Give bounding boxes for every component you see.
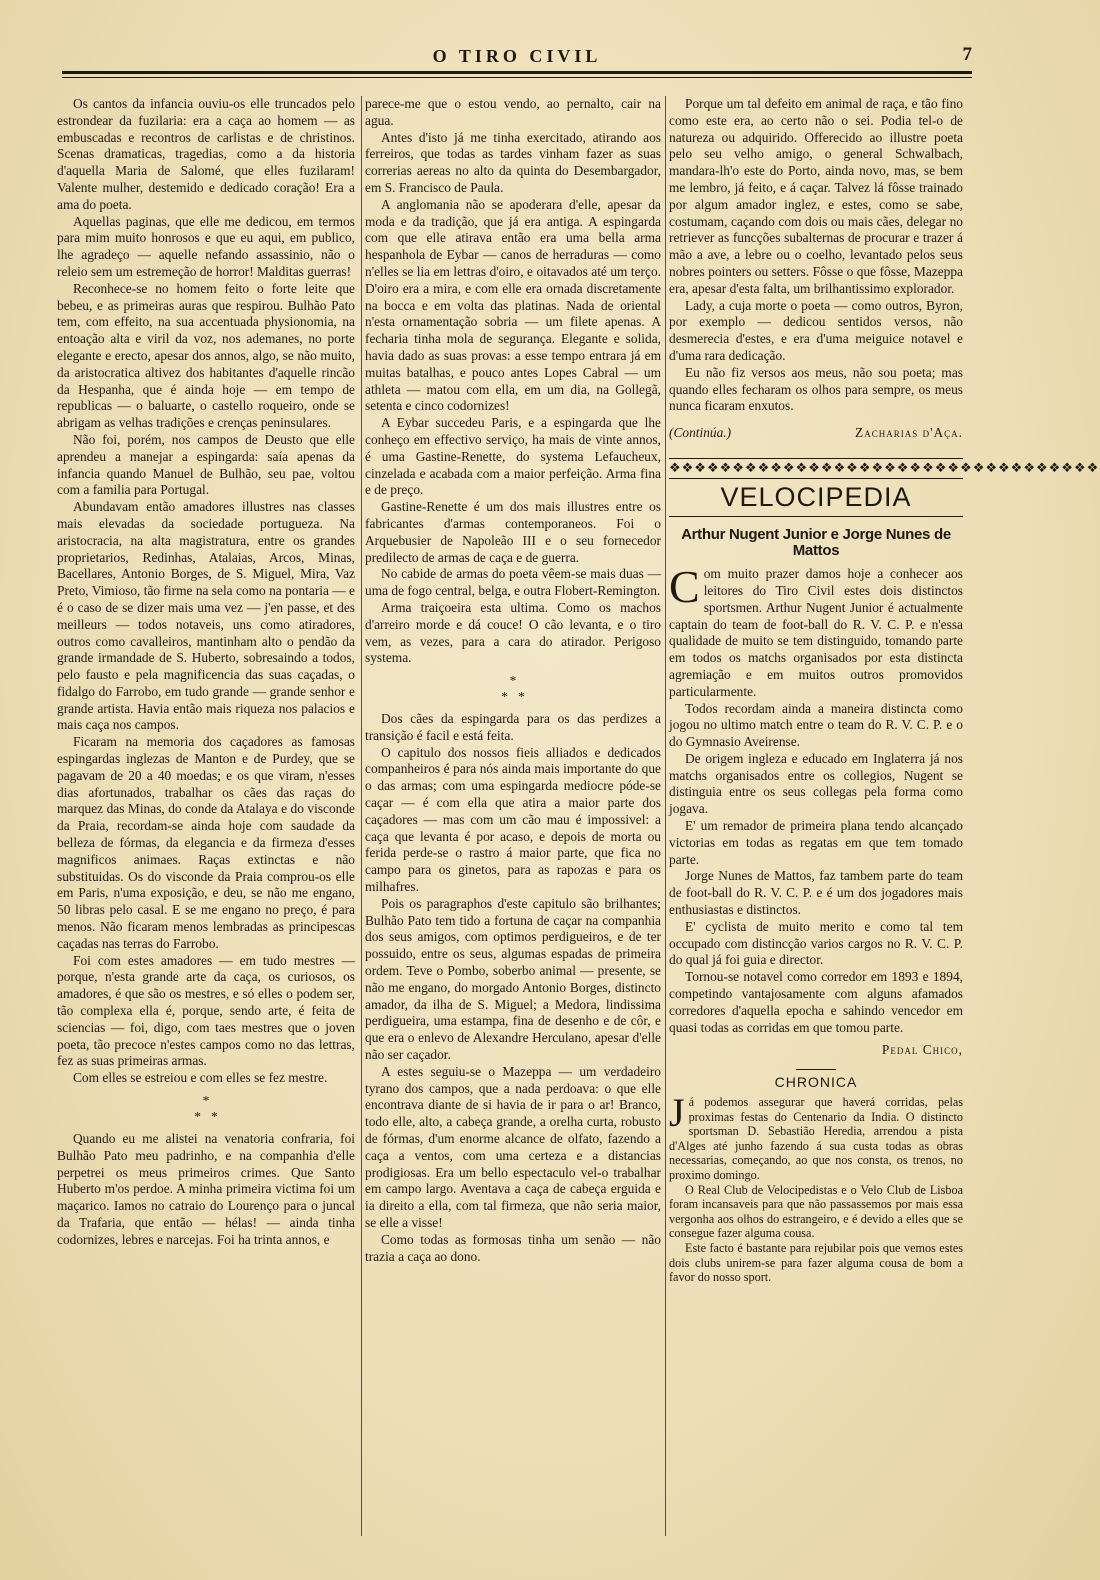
column-3 (669, 96, 1100, 1556)
section-break-stars: * * * (194, 1093, 218, 1125)
paragraph: Eu não fiz versos aos meus, não sou poeta; mas quando elles fecharam os olhos para sempre, os meus nunca ficaram enxutos. (669, 364, 963, 414)
page-number: 7 (962, 44, 972, 65)
chronica-title: CHRONICA (774, 1074, 858, 1091)
drop-cap: J (669, 1090, 685, 1136)
paragraph: O Real Club de Velocipedistas e o Velo Club de Lisboa foram incansaveis para que não passassemos por mais essa vergonha aos olhos do estrangeiro, e é devido a elles que se consegue fazer alguma cousa. (669, 1182, 963, 1241)
paragraph: Aquellas paginas, que elle me dedicou, em termos para mim muito honrosos e que eu aqui, em publico, lhe agradeço — aquelle nefando assassinio, não o releio sem um estremeção de horror! Malditas guerras! (57, 213, 355, 279)
paragraph: Com elles se estreiou e com elles se fez mestre. (73, 1070, 328, 1086)
column-2 (365, 96, 661, 1556)
paragraph: Porque um tal defeito em animal de raça, e tão fino como este era, ao certo não o sei. Podia tel-o de natureza ou adquirido. Offerecido ao illustre poeta pelo seu velho amigo, o general Schwalbach, mandara-lh'o este do Porto, ainda novo, mas, se bem me lembro, já feito, e á caçar. Talvez lá fôsse trainado por algum amador inglez, e estes, como se sabe, costumam, caçando com dois ou mais cães, delegar no retriever as funcções subalternas de procurar e trazer á mão a ave, a lebre ou o coelho, levantado pelos seus nobres pointers ou setters. Fôsse o que fôsse, Mazeppa era, apesar d'esta falta, um brilhantissimo explorador. (669, 96, 963, 296)
paragraph: Ficaram na memoria dos caçadores as famosas espingardas inglezas de Manton e de Purdey, que se pagavam de 20 a 40 moedas; e os que viram, n'esses dias afortunados, trabalhar os cães das raças do marquez das Minas, do conde da Atalaya e do visconde da Praia, recordam-se ainda hoje com saudade da belleza de fórmas, da elegancia e da firmeza d'esses magnificos animaes. Raças extinctas e não substituidas. Os do visconde da Praia comprou-os elle em Paris, n'uma exposição, e deu, se não me engano, 50 libras pelo casal. E se me engano no preço, é para menos. Não ficaram menos lembradas as principescas caçadas nas terras do Farrobo. (57, 734, 355, 951)
article-signature (669, 425, 963, 442)
paragraph: Jorge Nunes de Mattos, faz tambem parte do team de foot-ball do R. V. C. P. e é um dos jogadores mais enthusiastas e distinctos. (669, 868, 963, 918)
paragraph (669, 1090, 963, 1183)
section-break-stars: * * * (501, 673, 525, 705)
continua-note: (Continúa.) (669, 425, 732, 441)
header-rule-thin (62, 77, 972, 78)
paragraph: Reconhece-se no homem feito o forte leite que bebeu, e as primeiras auras que respirou. Bulhão Pato tem, com effeito, na sua accentuada physionomia, na entoação alta e viril da voz, nos ademanes, no porte elegante e erecto, apesar dos annos, algo, se não muito, da aristocratica altivez dos habitantes d'aquelle rincão da Hespanha, que é ainda hoje — em tempo de republicas — o baluarte, o castello roqueiro, onde se abrigam as velhas tradições e crenças peninsulares. (57, 280, 355, 431)
paragraph (669, 561, 963, 700)
paragraph: Pois os paragraphos d'este capitulo são brilhantes; Bulhão Pato tem tido a fortuna de caçar na companhia dos seus amigos, com optimos perdigueiros, e de ter possuido, entre os seus, algumas espadas de primeira ordem. Teve o Pombo, soberbo animal — presente, se não me engano, do morgado Antonio Borges, distincto amador, da ilha de S. Miguel; a Medora, lindissima perdigueira, uma estampa, fina de desenho e de côr, e que era o enlevo de Alexandre Herculano, apesar d'elle não ser caçador. (365, 895, 661, 1063)
paragraph: Arma traiçoeira esta ultima. Como os machos d'arreiro morde e dá couce! O cão levanta, e o tiro vem, as vezes, para a cara do atirador. Perigoso systema. (365, 599, 661, 666)
paragraph: Dos cães da espingarda para os das perdizes a transição é facil e está feita. (365, 711, 661, 743)
paragraph: Todos recordam ainda a maneira distincta como jogou no ultimo match entre o team do R. V. C. P. e o do Gymnasio Aveirense. (669, 700, 963, 750)
newspaper-title: O TIRO CIVIL (432, 46, 602, 66)
section-rule (669, 516, 963, 517)
paragraph: parece-me que o estou vendo, ao pernalto, cair na agua. (365, 96, 661, 128)
short-rule (796, 1069, 836, 1070)
ornamental-divider: ❖❖❖❖❖❖❖❖❖❖❖❖❖❖❖❖❖❖❖❖❖❖❖❖❖❖❖❖❖❖❖❖❖❖ (669, 458, 963, 479)
paragraph: Abundavam então amadores illustres nas classes mais elevadas da sociedade portugueza. Na aristocracia, na alta magistratura, entre os grandes proprietarios, Redinhas, Atalaias, Arcos, Minas, Bacellares, Antonio Borges, de S. Miguel, Mira, Vaz Preto, Vimioso, tão firme na sela como na pontaria — e é o caso de se dizer mais uma vez — j'en passe, et des meilleurs — todos notaveis, uns como atiradores, outros como cavalleiros, mantinham alto o pendão da grande irmandade de S. Huberto, sobresaindo a todos, pelo fausto e pela magnificencia das suas caçadas, o fidalgo do Farrobo, em tudo grande — grande senhor e grande artista. Havia então mais riqueza nos palacios e mais caça nos campos. (57, 499, 355, 733)
column-divider (361, 96, 362, 1536)
drop-cap: C (669, 561, 700, 613)
paragraph-text: om muito prazer damos hoje a conhecer aos leitores do Tiro Civil estes dois distinctos sportsmen. Arthur Nugent Junior é actualmente captain do team de foot-ball do R. V. C. P. e n'essa qualidade de muito se tem distinguido, tomando parte em todos os matchs organisados por esta distincta agremiação e em muitos outros promovidos particularmente. (669, 566, 963, 699)
article-subheading: Arthur Nugent Junior e Jorge Nunes de Mattos (681, 525, 951, 560)
section-title: VELOCIPEDIA (720, 481, 912, 512)
paragraph: E' um remador de primeira plana tendo alcançado victorias em todas as regatas em que tem tomado parte. (669, 818, 963, 867)
paragraph: Antes d'isto já me tinha exercitado, atirando aos ferreiros, que todas as tardes vinham fazer as suas correrias aereas no alto da quinta do Desembargador, em S. Francisco de Paula. (365, 129, 661, 195)
chronica-body (669, 1090, 963, 1285)
paragraph: A anglomania não se apoderara d'elle, apesar da moda e da tradição, que já era antiga. A espingarda com que elle atirava então era uma bella arma hespanhola de Eybar — canos de herraduras — como n'elles se lia em lettras d'oiro, e oitavados até um terço. D'oiro era a mira, e com elle era ornada discretamente na bocca e em volta das platinas. Nada de oriental n'esta ornamentação sobria — um filete apenas. A fecharia tinha mola de segurança. Elegante e solida, havia dado as suas provas: a esse tempo entrara já em muitas batalhas, e pouco antes Lopes Cabral — um athleta — matou com ella, em um dia, na Gollegã, setenta e cinco codornizes! (365, 196, 661, 414)
page-header (62, 42, 972, 82)
paragraph-text: á podemos assegurar que haverá corridas, pelas proximas festas do Centenario da India. O distincto sportsman D. Sebastião Heredia, arrendou a pista d'Alges até junho fazendo á sua custa todas as obras necessarias, começando, ao que nos consta, os trenos, no proximo domingo. (669, 1095, 963, 1182)
paragraph: A estes seguiu-se o Mazeppa — um verdadeiro tyrano dos campos, que a nada perdoava: o que elle encontrava diante de si havia de ir para o ar! Branco, todo elle, alto, a cabeça grande, a orelha curta, robusto de fórmas, d'um enorme alcance de olfato, fazendo a caça a ventos, com uma certeza e a distancias prodigiosas. Era um bello espectaculo vel-o trabalhar em campo largo. Aventava a caça de cabeça erguida e ia direito a ella, com tal firmeza, que não seria maior, se elle a visse! (365, 1063, 661, 1230)
article-signature: Pedal Chico, (881, 1042, 963, 1058)
header-rule (62, 71, 972, 74)
paragraph: Quando eu me alistei na venatoria confraria, foi Bulhão Pato meu padrinho, e na companhia d'elle perpetrei os meus primeiros crimes. Que Santo Huberto m'os perdoe. A minha primeira victima foi um maçarico. Iamos no catraio do Lourenço para o juncal da Trafaria, que então — hélas! — ainda tinha codornizes, lebres e narcejas. Foi ha trinta annos, e (57, 1131, 355, 1247)
paragraph: Foi com estes amadores — em tudo mestres — porque, n'esta grande arte da caça, os curiosos, os amadores, é que são os mestres, e só elles o podem ser, tão complexa ella é, porque, sendo arte, é feita de sciencias — foi, digo, com taes mestres que o joven poeta, tão precoce n'estes campos como no das lettras, fez as suas primeiras armas. (57, 952, 355, 1069)
paragraph: No cabide de armas do poeta vêem-se mais duas — uma de fogo central, belga, e outra Flobert-Remington. (365, 566, 661, 599)
paragraph: Gastine-Renette é um dos mais illustres entre os fabricantes d'armas contemporaneos. Foi o Arquebusier de Napoleão III e o seu fornecedor predilecto de armas de caça e de guerra. (365, 499, 661, 565)
paragraph: Os cantos da infancia ouviu-os elle truncados pelo estrondear da fuzilaria: era a caça ao homem — as embuscadas e recontros de carlistas e de christinos. Scenas dramaticas, tragedias, como a da historia d'aquella Maria de Salomé, que elles fuzilaram! Valente mulher, destemido e dedicado coração! Era a ama do poeta. (57, 96, 355, 212)
paragraph: O capitulo dos nossos fieis alliados e dedicados companheiros é para nós ainda mais importante do que o das armas; com uma espingarda mediocre póde-se caçar — é com ella que atira a maior parte dos caçadores — mas com um cão mau é impossivel: a caça que levanta é por acaso, e depois de morta ou ferida perde-se o rastro á maior parte, que fica no campo para os ginetos, para as rapozas e para os milhafres. (365, 744, 661, 895)
paragraph: Lady, a cuja morte o poeta — como outros, Byron, por exemplo — dedicou sentidos versos, não desmerecia d'estes, e era d'uma meiguice notavel e d'uma rara dedicação. (669, 297, 963, 363)
author-name: Zacharias d'Aça. (855, 425, 963, 441)
paragraph: Como todas as formosas tinha um senão — não trazia a caça ao dono. (365, 1231, 661, 1264)
paragraph: Tornou-se notavel como corredor em 1893 e 1894, competindo vantajosamente com alguns afamados corredores d'aquella epocha e sahindo vencedor em quasi todas as corridas em que tomou parte. (669, 969, 963, 1035)
paragraph: Não foi, porém, nos campos de Deusto que elle aprendeu a manejar a espingarda: saía apenas da infancia quando Manuel de Bulhão, seu pae, voltou com a familia para Portugal. (57, 431, 355, 498)
column-divider (665, 96, 666, 1536)
paragraph: Este facto é bastante para rejubilar pois que vemos estes dois clubs unirem-se para fazer alguma cousa de bom a favor do nosso sport. (669, 1240, 963, 1285)
paragraph: A Eybar succedeu Paris, e a espingarda que lhe conheço em effectivo serviço, ha mais de vinte annos, é uma Gastine-Renette, do systema Lefaucheux, cinzelada e acabada com a maior perfeição. Arma fina e de preço. (365, 415, 661, 498)
paragraph: De origem ingleza e educado em Inglaterra já nos matchs organisados entre os collegios, Nugent se distinguia entre os seus collegas pela forma como jogava. (669, 750, 963, 817)
column-1 (57, 96, 355, 1556)
paragraph: E' cyclista de muito merito e como tal tem occupado com distincção varios cargos no R. V. C. P. do qual já foi guia e director. (669, 918, 963, 968)
